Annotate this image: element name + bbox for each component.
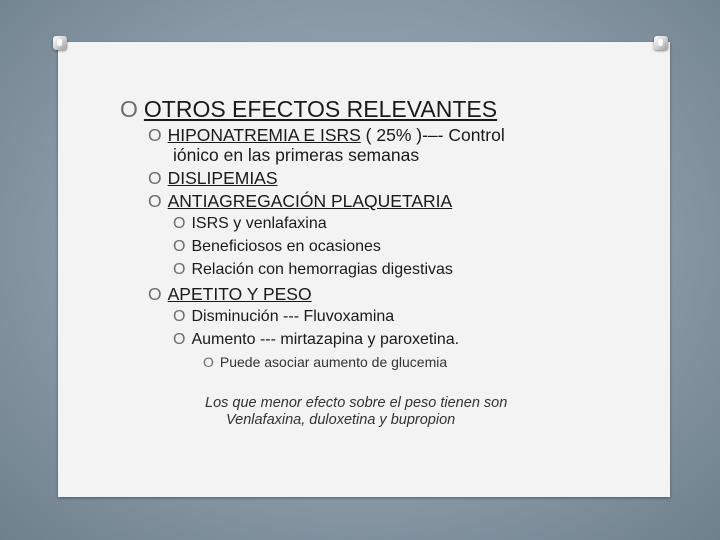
bullet-icon: O [173, 331, 186, 348]
bullet-icon: O [148, 191, 162, 211]
sub-sub-item-text: Puede asociar aumento de glucemia [219, 354, 448, 370]
sub-list-item [173, 261, 453, 279]
bullet-icon: O [120, 96, 138, 122]
bullet-icon: O [148, 168, 162, 188]
list-item [148, 191, 452, 212]
sub-list-item [173, 308, 394, 326]
item-hiponatremia-text: ( 25% )-–- Control [360, 125, 505, 145]
list-item [148, 125, 505, 146]
sub-list-item [173, 331, 459, 349]
slide-heading: OTROS EFECTOS RELEVANTES [143, 96, 498, 122]
note-line-2: Venlafaxina, duloxetina y bupropion [226, 412, 456, 428]
bullet-icon: O [173, 308, 186, 325]
item-antiagregacion-label: ANTIAGREGACIÓN PLAQUETARIA [167, 191, 453, 211]
bullet-icon: O [148, 284, 162, 304]
bullet-icon: O [148, 125, 162, 145]
item-hiponatremia-continuation: iónico en las primeras semanas [173, 145, 420, 165]
item-hiponatremia-label: HIPONATREMIA E ISRS [167, 125, 361, 145]
sub-item-text: Disminución --- Fluvoxamina [191, 308, 395, 325]
bullet-icon: O [203, 354, 214, 370]
bullet-icon: O [173, 215, 186, 232]
note-line-1: Los que menor efecto sobre el peso tienen son [205, 395, 508, 411]
bullet-icon: O [173, 261, 186, 278]
item-apetito-label: APETITO Y PESO [167, 284, 312, 304]
list-item [148, 168, 278, 189]
sub-list-item [173, 238, 381, 256]
sub-item-text: Beneficiosos en ocasiones [191, 238, 381, 255]
item-dislipemias-label: DISLIPEMIAS [167, 168, 278, 188]
sub-list-item [173, 215, 327, 233]
bullet-icon: O [173, 238, 186, 255]
heading-line [120, 96, 497, 123]
sub-item-text: Relación con hemorragias digestivas [191, 261, 453, 278]
sub-item-text: ISRS y venlafaxina [191, 215, 327, 232]
sub-item-text: Aumento --- mirtazapina y paroxetina. [191, 331, 460, 348]
list-item [148, 284, 312, 305]
sub-sub-list-item [203, 354, 447, 370]
